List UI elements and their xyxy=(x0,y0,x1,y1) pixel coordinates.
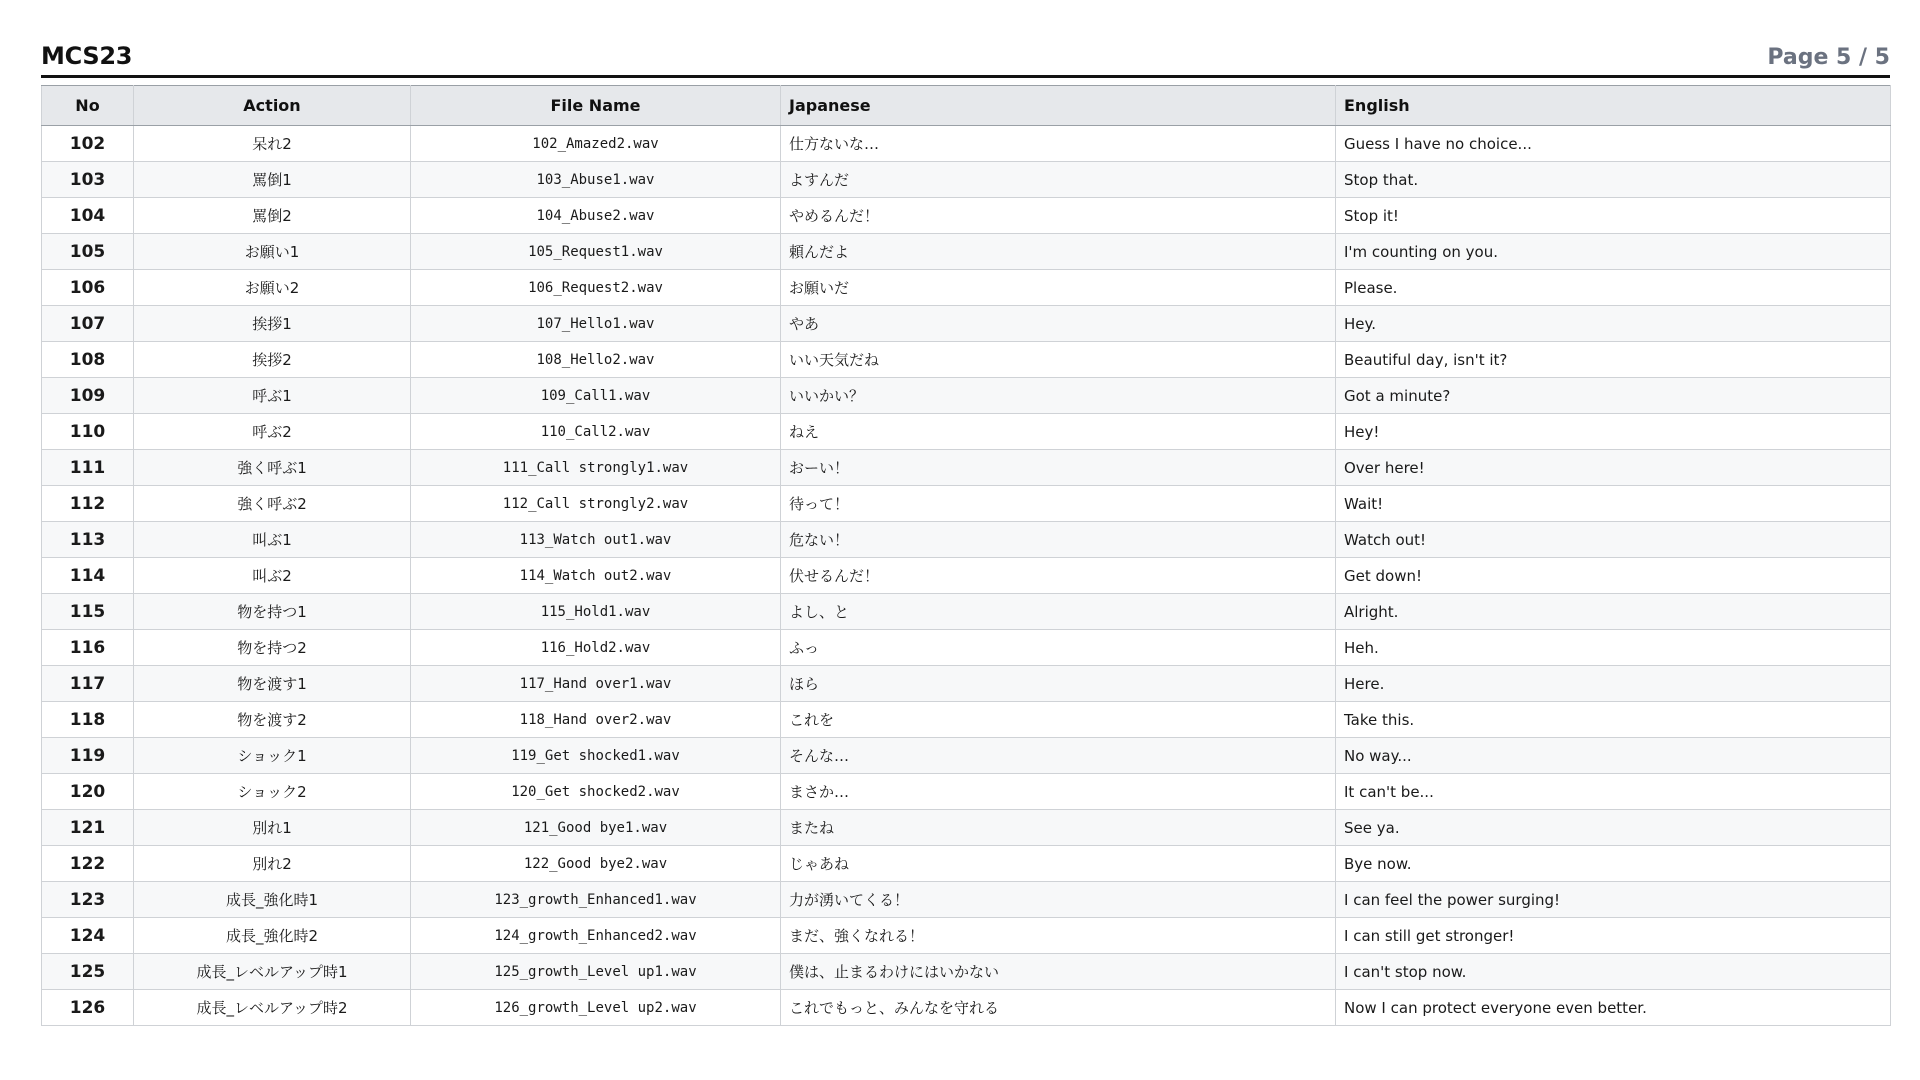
table-row xyxy=(42,774,1891,810)
table-row xyxy=(42,846,1891,882)
cell-action: 物を持つ2 xyxy=(134,630,411,666)
cell-no: 104 xyxy=(42,198,134,234)
cell-english: Stop it! xyxy=(1336,198,1891,234)
table-header-row xyxy=(42,86,1891,126)
cell-no: 109 xyxy=(42,378,134,414)
cell-japanese: よし、と xyxy=(781,594,1336,630)
cell-japanese: じゃあね xyxy=(781,846,1336,882)
cell-action: 呆れ2 xyxy=(134,126,411,162)
cell-english: Hey. xyxy=(1336,306,1891,342)
document-title: MCS23 xyxy=(41,42,133,70)
cell-file-name: 117_Hand over1.wav xyxy=(411,666,781,702)
column-header-no: No xyxy=(42,86,134,126)
cell-file-name: 108_Hello2.wav xyxy=(411,342,781,378)
cell-japanese: やあ xyxy=(781,306,1336,342)
column-header-japanese: Japanese xyxy=(781,86,1336,126)
cell-action: お願い2 xyxy=(134,270,411,306)
cell-english: Wait! xyxy=(1336,486,1891,522)
cell-english: No way... xyxy=(1336,738,1891,774)
table-row xyxy=(42,558,1891,594)
table-row xyxy=(42,738,1891,774)
table-row xyxy=(42,126,1891,162)
cell-file-name: 116_Hold2.wav xyxy=(411,630,781,666)
table-row xyxy=(42,522,1891,558)
column-header-action: Action xyxy=(134,86,411,126)
column-header-english: English xyxy=(1336,86,1891,126)
cell-action: 強く呼ぶ2 xyxy=(134,486,411,522)
cell-file-name: 105_Request1.wav xyxy=(411,234,781,270)
table-row xyxy=(42,486,1891,522)
cell-japanese: 力が湧いてくる！ xyxy=(781,882,1336,918)
table-row xyxy=(42,198,1891,234)
cell-no: 126 xyxy=(42,990,134,1026)
cell-file-name: 120_Get shocked2.wav xyxy=(411,774,781,810)
cell-action: 成長_レベルアップ時1 xyxy=(134,954,411,990)
cell-no: 124 xyxy=(42,918,134,954)
cell-file-name: 119_Get shocked1.wav xyxy=(411,738,781,774)
cell-action: 成長_レベルアップ時2 xyxy=(134,990,411,1026)
cell-japanese: よすんだ xyxy=(781,162,1336,198)
cell-japanese: おーい！ xyxy=(781,450,1336,486)
cell-action: 物を渡す1 xyxy=(134,666,411,702)
cell-no: 107 xyxy=(42,306,134,342)
cell-action: 呼ぶ1 xyxy=(134,378,411,414)
cell-japanese: これを xyxy=(781,702,1336,738)
cell-no: 111 xyxy=(42,450,134,486)
cell-file-name: 109_Call1.wav xyxy=(411,378,781,414)
cell-english: Here. xyxy=(1336,666,1891,702)
table-row xyxy=(42,810,1891,846)
cell-file-name: 102_Amazed2.wav xyxy=(411,126,781,162)
cell-action: ショック1 xyxy=(134,738,411,774)
cell-file-name: 123_growth_Enhanced1.wav xyxy=(411,882,781,918)
cell-japanese: 待って！ xyxy=(781,486,1336,522)
cell-no: 115 xyxy=(42,594,134,630)
cell-japanese: 僕は、止まるわけにはいかない xyxy=(781,954,1336,990)
table-row xyxy=(42,594,1891,630)
table-row xyxy=(42,630,1891,666)
cell-japanese: またね xyxy=(781,810,1336,846)
cell-no: 110 xyxy=(42,414,134,450)
cell-japanese: そんな… xyxy=(781,738,1336,774)
cell-file-name: 106_Request2.wav xyxy=(411,270,781,306)
cell-english: Now I can protect everyone even better. xyxy=(1336,990,1891,1026)
cell-no: 121 xyxy=(42,810,134,846)
table-row xyxy=(42,306,1891,342)
cell-action: ショック2 xyxy=(134,774,411,810)
cell-japanese: これでもっと、みんなを守れる xyxy=(781,990,1336,1026)
cell-english: I can feel the power surging! xyxy=(1336,882,1891,918)
cell-japanese: やめるんだ！ xyxy=(781,198,1336,234)
cell-no: 117 xyxy=(42,666,134,702)
cell-japanese: ふっ xyxy=(781,630,1336,666)
cell-file-name: 118_Hand over2.wav xyxy=(411,702,781,738)
cell-english: Guess I have no choice... xyxy=(1336,126,1891,162)
cell-file-name: 115_Hold1.wav xyxy=(411,594,781,630)
cell-english: Please. xyxy=(1336,270,1891,306)
document-page xyxy=(41,40,1890,1026)
cell-no: 125 xyxy=(42,954,134,990)
table-row xyxy=(42,342,1891,378)
cell-no: 105 xyxy=(42,234,134,270)
cell-action: 罵倒1 xyxy=(134,162,411,198)
cell-japanese: まさか… xyxy=(781,774,1336,810)
cell-no: 116 xyxy=(42,630,134,666)
cell-english: I can still get stronger! xyxy=(1336,918,1891,954)
cell-japanese: 危ない！ xyxy=(781,522,1336,558)
cell-file-name: 113_Watch out1.wav xyxy=(411,522,781,558)
page-number: Page 5 / 5 xyxy=(1767,45,1890,70)
table-row xyxy=(42,414,1891,450)
cell-english: I'm counting on you. xyxy=(1336,234,1891,270)
cell-file-name: 111_Call strongly1.wav xyxy=(411,450,781,486)
cell-japanese: いい天気だね xyxy=(781,342,1336,378)
cell-english: Hey! xyxy=(1336,414,1891,450)
cell-file-name: 121_Good bye1.wav xyxy=(411,810,781,846)
table-row xyxy=(42,378,1891,414)
cell-english: Alright. xyxy=(1336,594,1891,630)
cell-no: 113 xyxy=(42,522,134,558)
table-row xyxy=(42,450,1891,486)
cell-file-name: 112_Call strongly2.wav xyxy=(411,486,781,522)
cell-japanese: いいかい？ xyxy=(781,378,1336,414)
cell-action: 物を持つ1 xyxy=(134,594,411,630)
cell-action: 別れ1 xyxy=(134,810,411,846)
cell-japanese: 伏せるんだ！ xyxy=(781,558,1336,594)
cell-english: Beautiful day, isn't it? xyxy=(1336,342,1891,378)
table-row xyxy=(42,666,1891,702)
cell-japanese: 頼んだよ xyxy=(781,234,1336,270)
cell-action: 叫ぶ2 xyxy=(134,558,411,594)
cell-action: 叫ぶ1 xyxy=(134,522,411,558)
cell-action: 呼ぶ2 xyxy=(134,414,411,450)
cell-file-name: 122_Good bye2.wav xyxy=(411,846,781,882)
cell-english: Stop that. xyxy=(1336,162,1891,198)
cell-english: Watch out! xyxy=(1336,522,1891,558)
table-row xyxy=(42,234,1891,270)
cell-no: 123 xyxy=(42,882,134,918)
table-row xyxy=(42,918,1891,954)
cell-no: 119 xyxy=(42,738,134,774)
cell-action: お願い1 xyxy=(134,234,411,270)
cell-action: 強く呼ぶ1 xyxy=(134,450,411,486)
table-row xyxy=(42,954,1891,990)
voice-line-table xyxy=(41,85,1891,1026)
table-row xyxy=(42,162,1891,198)
cell-action: 挨拶1 xyxy=(134,306,411,342)
cell-japanese: ねえ xyxy=(781,414,1336,450)
cell-japanese: 仕方ないな… xyxy=(781,126,1336,162)
cell-file-name: 114_Watch out2.wav xyxy=(411,558,781,594)
cell-english: Over here! xyxy=(1336,450,1891,486)
page-header xyxy=(41,40,1890,78)
cell-no: 114 xyxy=(42,558,134,594)
cell-action: 別れ2 xyxy=(134,846,411,882)
cell-english: Get down! xyxy=(1336,558,1891,594)
cell-japanese: まだ、強くなれる！ xyxy=(781,918,1336,954)
table-row xyxy=(42,990,1891,1026)
cell-no: 106 xyxy=(42,270,134,306)
cell-no: 108 xyxy=(42,342,134,378)
cell-action: 成長_強化時1 xyxy=(134,882,411,918)
cell-no: 103 xyxy=(42,162,134,198)
cell-action: 成長_強化時2 xyxy=(134,918,411,954)
column-header-file-name: File Name xyxy=(411,86,781,126)
cell-english: See ya. xyxy=(1336,810,1891,846)
cell-japanese: お願いだ xyxy=(781,270,1336,306)
cell-file-name: 107_Hello1.wav xyxy=(411,306,781,342)
cell-english: I can't stop now. xyxy=(1336,954,1891,990)
cell-action: 挨拶2 xyxy=(134,342,411,378)
cell-english: Heh. xyxy=(1336,630,1891,666)
cell-no: 118 xyxy=(42,702,134,738)
cell-action: 物を渡す2 xyxy=(134,702,411,738)
cell-english: Bye now. xyxy=(1336,846,1891,882)
cell-file-name: 104_Abuse2.wav xyxy=(411,198,781,234)
table-row xyxy=(42,882,1891,918)
cell-english: Take this. xyxy=(1336,702,1891,738)
cell-no: 120 xyxy=(42,774,134,810)
cell-no: 102 xyxy=(42,126,134,162)
cell-file-name: 103_Abuse1.wav xyxy=(411,162,781,198)
cell-english: Got a minute? xyxy=(1336,378,1891,414)
table-row xyxy=(42,270,1891,306)
cell-japanese: ほら xyxy=(781,666,1336,702)
cell-no: 122 xyxy=(42,846,134,882)
cell-english: It can't be... xyxy=(1336,774,1891,810)
cell-action: 罵倒2 xyxy=(134,198,411,234)
cell-file-name: 126_growth_Level up2.wav xyxy=(411,990,781,1026)
cell-file-name: 125_growth_Level up1.wav xyxy=(411,954,781,990)
cell-file-name: 110_Call2.wav xyxy=(411,414,781,450)
table-row xyxy=(42,702,1891,738)
cell-file-name: 124_growth_Enhanced2.wav xyxy=(411,918,781,954)
cell-no: 112 xyxy=(42,486,134,522)
